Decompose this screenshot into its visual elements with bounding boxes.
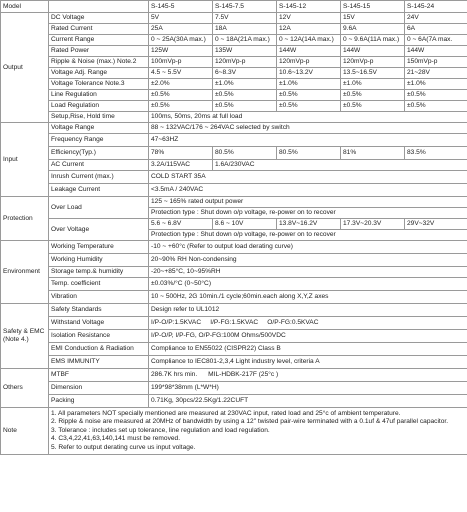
cell-value: 17.3V~20.3V xyxy=(341,219,405,230)
spec-row xyxy=(1,343,467,356)
cell-value: 18A xyxy=(213,24,277,35)
cell-value: 3.2A/115VAC xyxy=(149,160,213,171)
section-note: Note xyxy=(1,408,49,455)
spec-row xyxy=(1,123,467,134)
cell-value: 80.5% xyxy=(277,147,341,160)
cell-value: 88 ~ 132VAC/176 ~ 264VAC selected by switch xyxy=(149,123,467,134)
cell-value: ±1.0% xyxy=(277,79,341,90)
row-label: Load Regulation xyxy=(49,101,149,112)
cell-value: 0 ~ 6A(7A max. xyxy=(405,35,467,46)
spec-row xyxy=(1,147,467,160)
spec-row xyxy=(1,241,467,254)
cell-value: 100ms, 50ms, 20ms at full load xyxy=(149,112,467,123)
row-label: Rated Current xyxy=(49,24,149,35)
cell-value: 8.6 ~ 10V xyxy=(213,219,277,230)
spec-row xyxy=(1,254,467,267)
model-name: S-145-5 xyxy=(149,1,213,13)
cell-value: 120mVp-p xyxy=(277,57,341,68)
cell-value: 12A xyxy=(277,24,341,35)
cell-value: 10.6~13.2V xyxy=(277,68,341,79)
cell-value: 286.7K hrs min. MIL-HDBK-217F (25°c ) xyxy=(149,369,467,382)
cell-value: Protection type : Shut down o/p voltage, re-power on to recover xyxy=(149,230,467,241)
model-name: S-145-7.5 xyxy=(213,1,277,13)
row-label: Efficiency(Typ.) xyxy=(49,147,149,160)
row-label: Leakage Current xyxy=(49,184,149,197)
row-label: AC Current xyxy=(49,160,149,171)
cell-value: 24V xyxy=(405,13,467,24)
cell-value: I/P-O/P, I/P-FG, O/P-FG:100M Ohms/500VDC xyxy=(149,330,467,343)
header-row xyxy=(1,1,467,13)
row-label: Working Temperature xyxy=(49,241,149,254)
row-label: Isolation Resistance xyxy=(49,330,149,343)
row-label: DC Voltage xyxy=(49,13,149,24)
spec-row xyxy=(1,13,467,24)
cell-value: Design refer to UL1012 xyxy=(149,304,467,317)
spec-row xyxy=(1,197,467,208)
cell-value: I/P-O/P:1.5KVAC I/P-FG:1.5KVAC O/P-FG:0.5KVAC xyxy=(149,317,467,330)
row-label: Frequency Range xyxy=(49,134,149,147)
section-safety-note: (Note 4.) xyxy=(3,336,29,343)
cell-value: 7.5V xyxy=(213,13,277,24)
model-label: Model xyxy=(1,1,49,13)
cell-value: ±2.0% xyxy=(149,79,213,90)
model-name: S-145-15 xyxy=(341,1,405,13)
cell-value: 5V xyxy=(149,13,213,24)
spec-row xyxy=(1,395,467,408)
row-label: Vibration xyxy=(49,291,149,304)
cell-value: 100mVp-p xyxy=(149,57,213,68)
spec-row xyxy=(1,101,467,112)
cell-value: 4.5 ~ 5.5V xyxy=(149,68,213,79)
cell-value: -10 ~ +60°c (Refer to output load derating curve) xyxy=(149,241,467,254)
cell-value: 6~8.3V xyxy=(213,68,277,79)
cell-value: 0 ~ 12A(14A max.) xyxy=(277,35,341,46)
row-label: Over Load xyxy=(49,197,149,219)
cell-value: ±0.5% xyxy=(341,90,405,101)
row-label: Working Humidity xyxy=(49,254,149,267)
spec-row xyxy=(1,134,467,147)
spec-row xyxy=(1,35,467,46)
spec-row xyxy=(1,57,467,68)
cell-value: <3.5mA / 240VAC xyxy=(149,184,467,197)
cell-value: 150mVp-p xyxy=(405,57,467,68)
cell-value: 125W xyxy=(149,46,213,57)
cell-value: ±0.5% xyxy=(405,101,467,112)
cell-value: 78% xyxy=(149,147,213,160)
cell-value: 144W xyxy=(277,46,341,57)
spec-row xyxy=(1,160,467,171)
row-label: Ripple & Noise (max.) Note.2 xyxy=(49,57,149,68)
cell-value: 5.6 ~ 6.8V xyxy=(149,219,213,230)
cell-value: ±0.5% xyxy=(277,101,341,112)
note-line: 1. All parameters NOT specially mentioned are measured at 230VAC input, rated load and 25°c of ambient temperature. xyxy=(51,410,401,417)
section-output: Output xyxy=(1,13,49,123)
row-label: Over Voltage xyxy=(49,219,149,241)
spec-row xyxy=(1,171,467,184)
cell-value: 81% xyxy=(341,147,405,160)
row-label: Current Range xyxy=(49,35,149,46)
note-line: 3. Tolerance : includes set up tolerance, line regulation and load regulation. xyxy=(51,426,270,434)
row-label: Dimension xyxy=(49,382,149,395)
spec-row xyxy=(1,291,467,304)
cell-value: 13.5~16.5V xyxy=(341,68,405,79)
cell-value: ±1.0% xyxy=(213,79,277,90)
cell-value: 13.8V~16.2V xyxy=(277,219,341,230)
cell-value: 12V xyxy=(277,13,341,24)
row-label: Voltage Adj. Range xyxy=(49,68,149,79)
note-line: 5. Refer to output derating curve us input voltage. xyxy=(51,443,196,451)
cell-value: ±1.0% xyxy=(405,79,467,90)
cell-value: 199*98*38mm (L*W*H) xyxy=(149,382,467,395)
row-label: Withstand Voltage xyxy=(49,317,149,330)
cell-value: ±0.5% xyxy=(149,101,213,112)
row-label: Inrush Current (max.) xyxy=(49,171,149,184)
note-line: 2. Ripple & noise are measured at 20MHz of bandwidth by using a 12" twisted pair-wire terminated with a 0.1uf & 47uf parallel capacitor. xyxy=(51,418,449,426)
row-label: Storage temp.& humidity xyxy=(49,267,149,278)
note-line: 4. C3,4,22,41,63,140,141 must be removed. xyxy=(51,435,181,443)
cell-value: 0 ~ 25A(30A max.) xyxy=(149,35,213,46)
row-label: Line Regulation xyxy=(49,90,149,101)
cell-value: ±0.5% xyxy=(341,101,405,112)
cell-value: 21~28V xyxy=(405,68,467,79)
cell-value: 47~63HZ xyxy=(149,134,467,147)
cell-value: ±0.5% xyxy=(213,90,277,101)
section-others: Others xyxy=(1,369,49,408)
spec-row xyxy=(1,112,467,123)
section-environment: Environment xyxy=(1,241,49,304)
cell-value: 29V~32V xyxy=(405,219,467,230)
cell-value: ±0.5% xyxy=(149,90,213,101)
row-label: EMI Conduction & Radiation xyxy=(49,343,149,356)
cell-value: 6A xyxy=(405,24,467,35)
row-label: Setup,Rise, Hold time xyxy=(49,112,149,123)
spec-row xyxy=(1,317,467,330)
cell-value: 120mVp-p xyxy=(341,57,405,68)
row-label: Temp. coefficient xyxy=(49,278,149,291)
cell-value: 1.6A/230VAC xyxy=(213,160,467,171)
header-blank xyxy=(49,1,149,13)
spec-row xyxy=(1,330,467,343)
note-row xyxy=(1,408,467,455)
cell-value: 9.6A xyxy=(341,24,405,35)
cell-value: 120mVp-p xyxy=(213,57,277,68)
cell-value: Compliance to IEC801-2,3,4 Light industry level, criteria A xyxy=(149,356,467,369)
row-label: Packing xyxy=(49,395,149,408)
spec-row xyxy=(1,219,467,230)
spec-row xyxy=(1,79,467,90)
cell-value: -20~+85°C, 10~95%RH xyxy=(149,267,467,278)
cell-value: 15V xyxy=(341,13,405,24)
cell-value: ±0.5% xyxy=(213,101,277,112)
section-input: Input xyxy=(1,123,49,197)
cell-value: 0.71Kg, 30pcs/22.5Kg/1.22CUFT xyxy=(149,395,467,408)
cell-value: 10 ~ 500Hz, 2G 10min./1 cycle;60min.each along X,Y,Z axes xyxy=(149,291,467,304)
cell-value: 144W xyxy=(341,46,405,57)
spec-row xyxy=(1,267,467,278)
spec-row xyxy=(1,68,467,79)
cell-value: 25A xyxy=(149,24,213,35)
cell-value: 135W xyxy=(213,46,277,57)
note-text xyxy=(49,408,467,455)
row-label: Voltage Range xyxy=(49,123,149,134)
spec-row xyxy=(1,369,467,382)
spec-row xyxy=(1,278,467,291)
cell-value: Protection type : Shut down o/p voltage, re-power on to recover xyxy=(149,208,467,219)
cell-value: ±0.5% xyxy=(277,90,341,101)
spec-row xyxy=(1,24,467,35)
spec-row xyxy=(1,356,467,369)
cell-value: 20~90% RH Non-condensing xyxy=(149,254,467,267)
cell-value: 125 ~ 165% rated output power xyxy=(149,197,467,208)
row-label: EMS IMMUNITY xyxy=(49,356,149,369)
cell-value: 83.5% xyxy=(405,147,467,160)
cell-value: COLD START 35A xyxy=(149,171,467,184)
row-label: Voltage Tolerance Note.3 xyxy=(49,79,149,90)
section-safety xyxy=(1,304,49,369)
model-name: S-145-24 xyxy=(405,1,467,13)
row-label: Safety Standards xyxy=(49,304,149,317)
model-name: S-145-12 xyxy=(277,1,341,13)
cell-value: ±0.5% xyxy=(405,90,467,101)
cell-value: 144W xyxy=(405,46,467,57)
cell-value: 0 ~ 9.6A(11A max.) xyxy=(341,35,405,46)
cell-value: 0 ~ 18A(21A max.) xyxy=(213,35,277,46)
cell-value: ±1.0% xyxy=(341,79,405,90)
spec-row xyxy=(1,46,467,57)
spec-row xyxy=(1,184,467,197)
section-safety-title: Safety & EMC xyxy=(3,328,45,336)
row-label: MTBF xyxy=(49,369,149,382)
spec-row xyxy=(1,304,467,317)
spec-row xyxy=(1,90,467,101)
cell-value: ±0.03%/°C (0~50°C) xyxy=(149,278,467,291)
spec-row xyxy=(1,382,467,395)
row-label: Rated Power xyxy=(49,46,149,57)
section-protection: Protection xyxy=(1,197,49,241)
cell-value: Compliance to EN55022 (CISPR22) Class B xyxy=(149,343,467,356)
cell-value: 80.5% xyxy=(213,147,277,160)
